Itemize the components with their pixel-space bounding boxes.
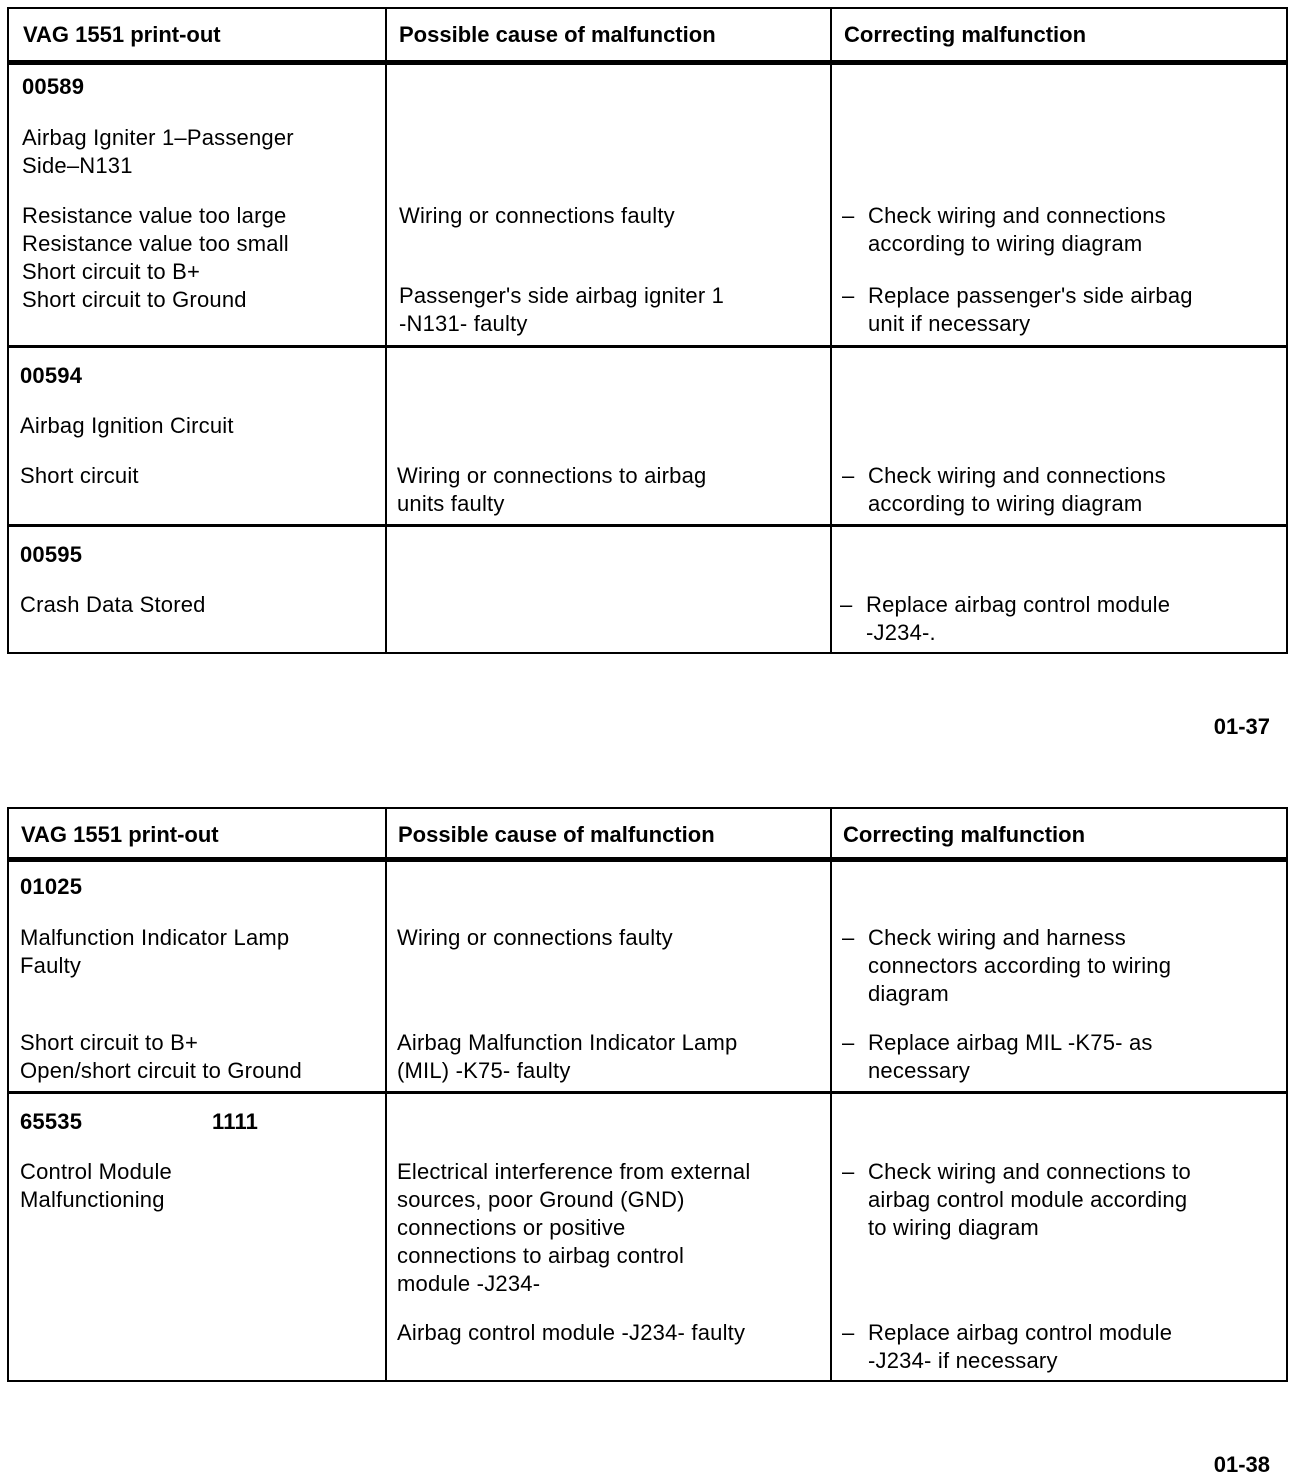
dash-bullet: – <box>842 1320 855 1345</box>
column-divider <box>830 9 832 652</box>
header-correcting: Correcting malfunction <box>843 822 1086 847</box>
component-name: Airbag Ignition Circuit <box>20 413 234 438</box>
cause-text: Electrical interference from external sources, poor Ground (GND) connections or positive connections to airbag control module -J234- <box>397 1159 751 1296</box>
header-possible-cause: Possible cause of malfunction <box>398 822 715 847</box>
fix-text: Check wiring and connections according to wiring diagram <box>868 463 1166 516</box>
fix-text: Replace airbag control module -J234-. <box>866 592 1171 645</box>
fault-code: 00595 <box>20 542 83 567</box>
table-header <box>9 9 1286 65</box>
fault-table-1 <box>7 7 1288 654</box>
header-vag-printout: VAG 1551 print-out <box>23 22 221 47</box>
page-number: 01-37 <box>1213 714 1270 739</box>
row-divider <box>9 1091 1286 1094</box>
component-name: Airbag Igniter 1–Passenger Side–N131 <box>22 125 294 178</box>
dash-bullet: – <box>842 283 855 308</box>
fix-text: Check wiring and connections to airbag control module according to wiring diagram <box>868 1159 1191 1240</box>
column-divider <box>385 9 387 652</box>
fault-code: 65535 <box>20 1109 83 1134</box>
column-divider <box>830 809 832 1380</box>
column-divider <box>385 809 387 1380</box>
fault-code: 01025 <box>20 874 83 899</box>
dash-bullet: – <box>840 592 853 617</box>
cause-text: Passenger's side airbag igniter 1 -N131- faulty <box>399 283 725 336</box>
fault-conditions: Resistance value too large Resistance value too small Short circuit to B+ Short circuit to Ground <box>22 203 289 312</box>
cause-text: Airbag Malfunction Indicator Lamp (MIL) -K75- faulty <box>397 1030 738 1083</box>
row-divider <box>9 524 1286 527</box>
row-divider <box>9 345 1286 348</box>
fault-conditions: Short circuit <box>20 463 139 488</box>
header-vag-printout: VAG 1551 print-out <box>21 822 219 847</box>
fix-text: Check wiring and connections according to wiring diagram <box>868 203 1166 256</box>
fault-conditions: Short circuit to B+ Open/short circuit to Ground <box>20 1030 302 1083</box>
component-name: Malfunction Indicator Lamp Faulty <box>20 925 290 978</box>
fix-text: Replace passenger's side airbag unit if necessary <box>868 283 1193 336</box>
component-name: Control Module Malfunctioning <box>20 1159 172 1212</box>
header-correcting: Correcting malfunction <box>844 22 1087 47</box>
component-name: Crash Data Stored <box>20 592 206 617</box>
fix-text: Replace airbag control module -J234- if necessary <box>868 1320 1173 1373</box>
cause-text: Wiring or connections faulty <box>397 925 673 950</box>
cause-text: Wiring or connections to airbag units faulty <box>397 463 707 516</box>
dash-bullet: – <box>842 1159 855 1184</box>
cause-text: Wiring or connections faulty <box>399 203 675 228</box>
fault-table-2 <box>7 807 1288 1382</box>
dash-bullet: – <box>842 1030 855 1055</box>
header-possible-cause: Possible cause of malfunction <box>399 22 716 47</box>
page-number: 01-38 <box>1213 1452 1270 1477</box>
dash-bullet: – <box>842 463 855 488</box>
fault-code: 00594 <box>20 363 83 388</box>
fix-text: Replace airbag MIL -K75- as necessary <box>868 1030 1153 1083</box>
table-header <box>9 809 1286 862</box>
fault-code: 00589 <box>22 74 85 99</box>
dash-bullet: – <box>842 203 855 228</box>
fix-text: Check wiring and harness connectors according to wiring diagram <box>868 925 1172 1006</box>
dash-bullet: – <box>842 925 855 950</box>
fault-subcode: 1111 <box>212 1109 259 1134</box>
cause-text: Airbag control module -J234- faulty <box>397 1320 746 1345</box>
